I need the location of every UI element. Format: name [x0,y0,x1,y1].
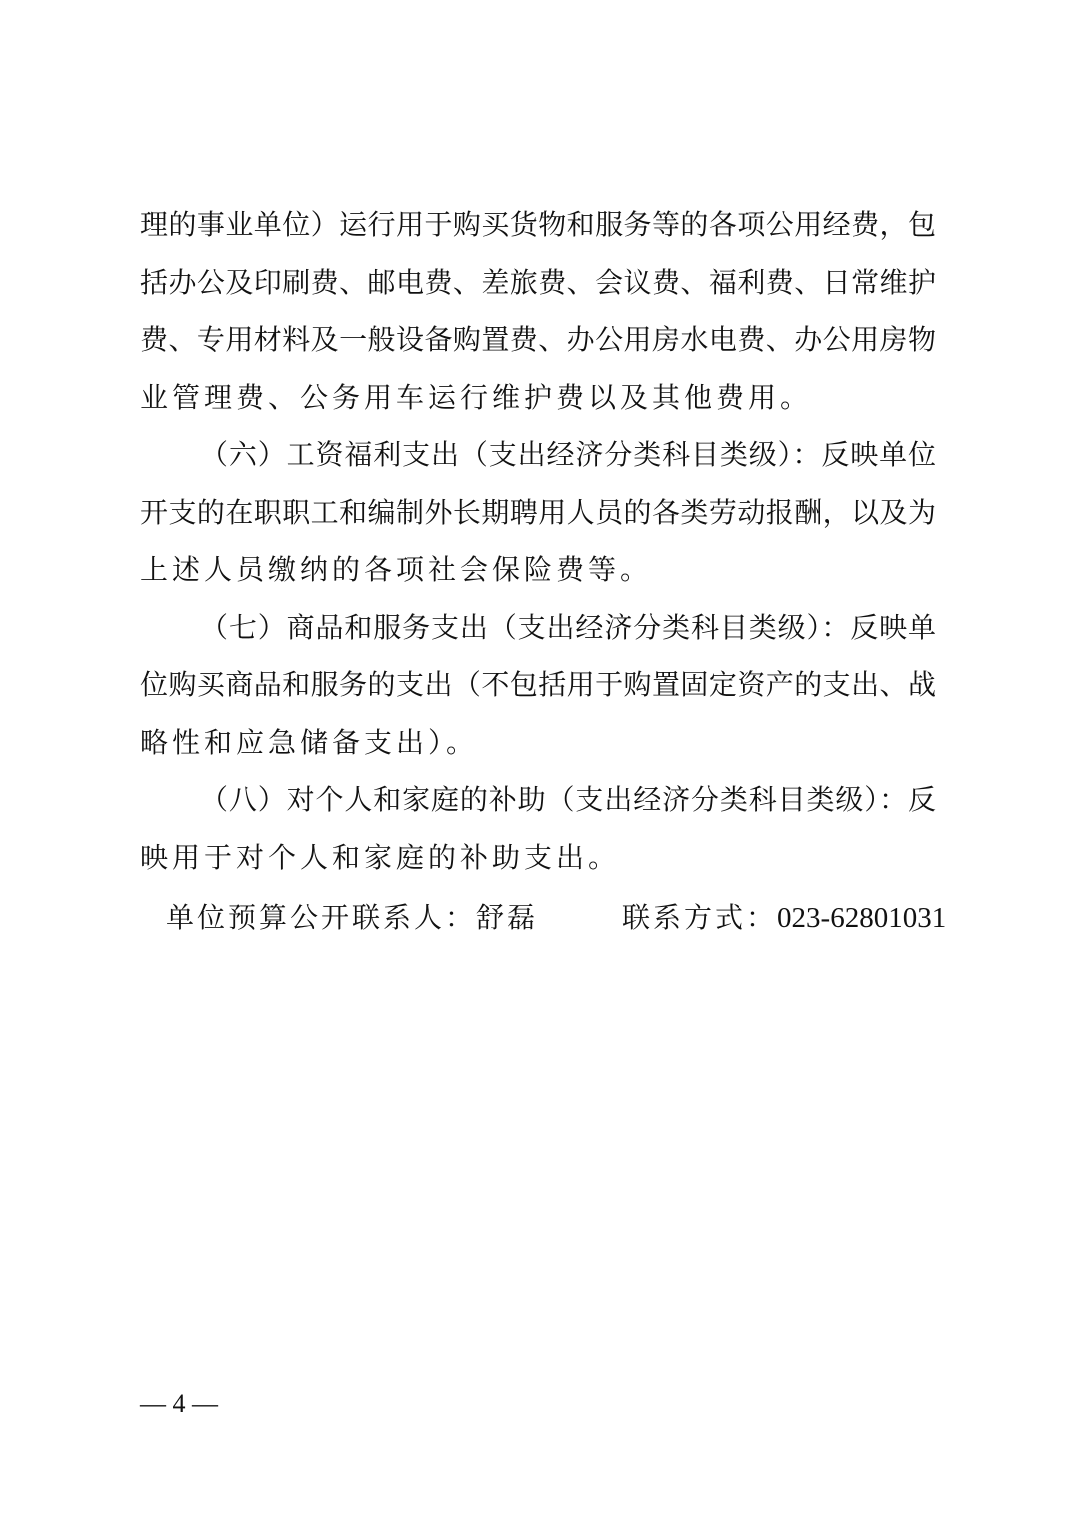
paragraph-line: 括办公及印刷费、邮电费、差旅费、会议费、福利费、日常维护 [140,265,936,299]
paragraph-line: 业管理费、公务用车运行维护费以及其他费用。 [140,380,813,414]
paragraph-line: 上述人员缴纳的各项社会保险费等。 [140,553,653,586]
contact-method-label: 联系方式： [622,901,778,934]
contact-person-name: 舒磊 [476,901,539,934]
paragraph-line: 略性和应急储备支出）。 [140,725,479,759]
paragraph-line: （七）商品和服务支出（支出经济分类科目类级）：反映单 [200,610,936,644]
contact-phone: 023-62801031 [777,902,947,934]
paragraph-line: 费、专用材料及一般设备购置费、办公用房水电费、办公用房物 [140,323,936,356]
paragraph-line: 理的事业单位）运行用于购买货物和服务等的各项公用经费，包 [140,208,936,241]
paragraph-line: （六）工资福利支出（支出经济分类科目类级）：反映单位 [200,438,936,471]
contact-person-label: 单位预算公开联系人： [166,901,477,934]
paragraph-line: 映用于对个人和家庭的补助支出。 [140,840,621,874]
paragraph-line: 位购买商品和服务的支出（不包括用于购置固定资产的支出、战 [140,668,936,701]
page-number: — 4 — [140,1389,218,1418]
paragraph-line: （八）对个人和家庭的补助（支出经济分类科目类级）：反 [200,783,936,816]
body-text [140,196,936,886]
paragraph-line: 开支的在职职工和编制外长期聘用人员的各类劳动报酬，以及为 [140,495,936,529]
contact-info [166,893,946,943]
